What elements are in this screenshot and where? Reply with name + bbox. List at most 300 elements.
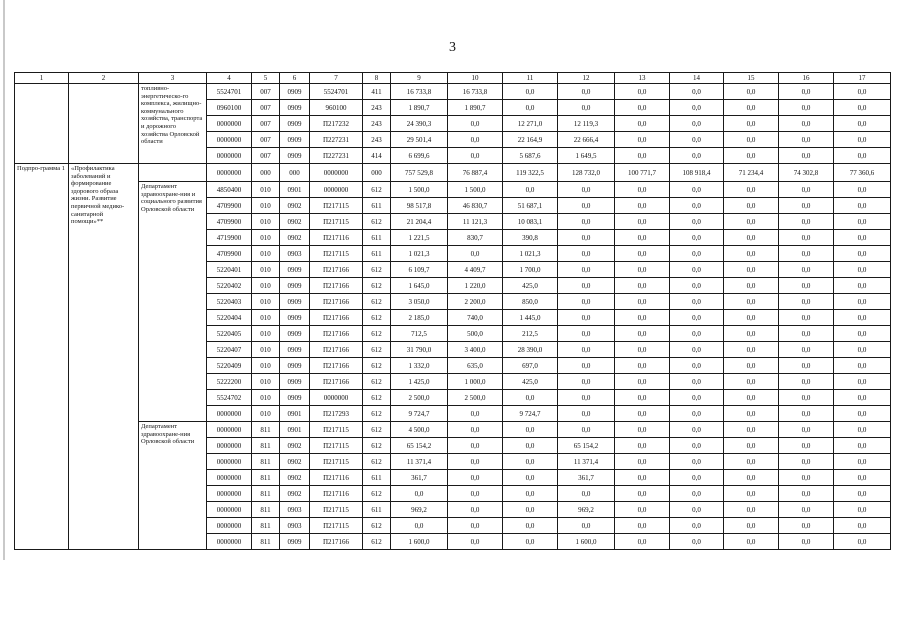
code-cell: П217166 [310,374,363,390]
amount-cell: 0,0 [724,454,779,470]
amount-cell: 3 400,0 [448,342,503,358]
column-number: 14 [670,73,724,84]
amount-cell: 0,0 [558,518,615,534]
code-cell: 612 [363,214,391,230]
amount-cell: 0,0 [615,262,670,278]
column-number: 2 [69,73,139,84]
amount-cell: 0,0 [834,502,891,518]
amount-cell: 0,0 [615,534,670,550]
amount-cell: 361,7 [391,470,448,486]
amount-cell: 2 500,0 [391,390,448,406]
column-number: 6 [280,73,310,84]
code-cell: 811 [252,438,280,454]
amount-cell: 0,0 [670,246,724,262]
amount-cell: 1 890,7 [391,100,448,116]
amount-cell: 0,0 [615,374,670,390]
amount-cell: 0,0 [779,518,834,534]
code-cell: 0903 [280,502,310,518]
amount-cell: 712,5 [391,326,448,342]
amount-cell: 0,0 [834,534,891,550]
code-cell: 612 [363,454,391,470]
amount-cell: 0,0 [670,132,724,148]
amount-cell: 0,0 [615,278,670,294]
column-number: 3 [139,73,207,84]
code-cell: 0909 [280,534,310,550]
amount-cell: 0,0 [724,406,779,422]
code-cell: 0909 [280,374,310,390]
amount-cell: 0,0 [779,148,834,164]
code-cell: 0909 [280,278,310,294]
amount-cell: 390,8 [503,230,558,246]
amount-cell: 0,0 [448,116,503,132]
amount-cell: 0,0 [448,246,503,262]
amount-cell: 0,0 [670,326,724,342]
code-cell: 0000000 [207,148,252,164]
amount-cell: 0,0 [670,390,724,406]
amount-cell: 0,0 [503,518,558,534]
amount-cell: 1 600,0 [391,534,448,550]
amount-cell: 0,0 [779,84,834,100]
amount-cell: 0,0 [670,310,724,326]
amount-cell: 0,0 [834,518,891,534]
code-cell: 000 [252,164,280,182]
amount-cell: 0,0 [724,358,779,374]
amount-cell: 22 164,9 [503,132,558,148]
amount-cell: 0,0 [615,214,670,230]
amount-cell: 0,0 [615,470,670,486]
amount-cell: 635,0 [448,358,503,374]
amount-cell: 108 918,4 [670,164,724,182]
amount-cell: 0,0 [724,214,779,230]
code-cell: 0909 [280,294,310,310]
amount-cell: 0,0 [558,230,615,246]
amount-cell: 0,0 [558,422,615,438]
column-number-row [15,73,891,84]
amount-cell: 969,2 [391,502,448,518]
code-cell: 5220403 [207,294,252,310]
amount-cell: 697,0 [503,358,558,374]
column-number: 15 [724,73,779,84]
subprogram-cell: Подпро-грамма 1 [15,164,69,550]
amount-cell: 0,0 [448,132,503,148]
code-cell: П217293 [310,406,363,422]
amount-cell: 0,0 [670,214,724,230]
amount-cell: 0,0 [834,326,891,342]
amount-cell: 1 221,5 [391,230,448,246]
amount-cell: 0,0 [558,486,615,502]
code-cell: 811 [252,502,280,518]
code-cell: П217166 [310,326,363,342]
amount-cell: 0,0 [558,182,615,198]
code-cell: П217115 [310,438,363,454]
code-cell: 960100 [310,100,363,116]
code-cell: 010 [252,198,280,214]
code-cell: 007 [252,84,280,100]
code-cell: П217116 [310,486,363,502]
code-cell: П217115 [310,454,363,470]
executor-cell: Департамент здравоохране-ния и социального развития Орловской области [139,182,207,422]
amount-cell: 0,0 [448,470,503,486]
amount-cell: 0,0 [670,358,724,374]
amount-cell: 0,0 [724,100,779,116]
amount-cell: 0,0 [724,518,779,534]
amount-cell: 0,0 [670,278,724,294]
amount-cell: 0,0 [670,262,724,278]
program-cell [15,84,69,164]
amount-cell: 0,0 [724,422,779,438]
amount-cell: 0,0 [724,278,779,294]
amount-cell: 0,0 [615,310,670,326]
amount-cell: 0,0 [779,132,834,148]
amount-cell: 0,0 [724,486,779,502]
code-cell: 0901 [280,422,310,438]
amount-cell: 0,0 [724,310,779,326]
amount-cell: 0,0 [834,148,891,164]
code-cell: 0000000 [207,132,252,148]
code-cell: 007 [252,132,280,148]
amount-cell: 0,0 [615,246,670,262]
amount-cell: 830,7 [448,230,503,246]
column-number: 16 [779,73,834,84]
column-number: 7 [310,73,363,84]
code-cell: 611 [363,230,391,246]
code-cell: П217166 [310,262,363,278]
code-cell: 0903 [280,518,310,534]
code-cell: 611 [363,246,391,262]
code-cell: 010 [252,278,280,294]
amount-cell: 0,0 [503,100,558,116]
code-cell: 5220401 [207,262,252,278]
code-cell: 611 [363,198,391,214]
amount-cell: 6 109,7 [391,262,448,278]
amount-cell: 0,0 [391,518,448,534]
code-cell: 612 [363,278,391,294]
code-cell: П227231 [310,132,363,148]
amount-cell: 0,0 [779,262,834,278]
code-cell: 0000000 [207,534,252,550]
amount-cell: 0,0 [834,230,891,246]
amount-cell: 0,0 [724,374,779,390]
amount-cell: 0,0 [670,230,724,246]
executor-cell: топливно-энергетическо-го комплекса, жилищно-коммунального хозяйства, транспорта и дорожного хозяйства Орловской области [139,84,207,164]
amount-cell: 0,0 [503,438,558,454]
column-number: 11 [503,73,558,84]
amount-cell: 0,0 [834,470,891,486]
amount-cell: 0,0 [615,182,670,198]
code-cell: 5524701 [207,84,252,100]
code-cell: 0902 [280,470,310,486]
amount-cell: 0,0 [779,182,834,198]
amount-cell: 0,0 [724,198,779,214]
code-cell: 612 [363,438,391,454]
code-cell: П217115 [310,198,363,214]
amount-cell: 0,0 [834,486,891,502]
table-row [15,84,891,100]
amount-cell: 0,0 [724,182,779,198]
amount-cell: 0,0 [558,374,615,390]
amount-cell: 0,0 [615,84,670,100]
amount-cell: 0,0 [834,116,891,132]
code-cell: 0901 [280,182,310,198]
amount-cell: 0,0 [779,534,834,550]
amount-cell: 0,0 [670,422,724,438]
code-cell: П217232 [310,116,363,132]
amount-cell: 0,0 [670,438,724,454]
code-cell: 0902 [280,230,310,246]
amount-cell: 0,0 [615,358,670,374]
code-cell: 612 [363,406,391,422]
code-cell: 0902 [280,214,310,230]
code-cell: 612 [363,534,391,550]
executor-cell: Департамент здравоохране-ния Орловской области [139,422,207,550]
amount-cell: 0,0 [779,246,834,262]
code-cell: П217116 [310,230,363,246]
amount-cell: 0,0 [670,84,724,100]
code-cell: 612 [363,518,391,534]
code-cell: П217116 [310,470,363,486]
amount-cell: 0,0 [615,406,670,422]
amount-cell: 0,0 [558,84,615,100]
amount-cell: 0,0 [834,390,891,406]
amount-cell: 0,0 [670,454,724,470]
amount-cell: 212,5 [503,326,558,342]
amount-cell: 0,0 [670,518,724,534]
table-row [15,164,891,182]
budget-table [14,72,891,550]
amount-cell: 0,0 [558,262,615,278]
amount-cell: 1 425,0 [391,374,448,390]
amount-cell: 0,0 [615,326,670,342]
code-cell: П217115 [310,422,363,438]
amount-cell: 361,7 [558,470,615,486]
amount-cell: 0,0 [724,390,779,406]
amount-cell: 9 724,7 [503,406,558,422]
amount-cell: 0,0 [779,422,834,438]
amount-cell: 0,0 [558,406,615,422]
amount-cell: 0,0 [615,422,670,438]
amount-cell: 0,0 [724,230,779,246]
amount-cell: 71 234,4 [724,164,779,182]
code-cell: 0000000 [207,486,252,502]
table-row [15,422,891,438]
amount-cell: 0,0 [503,422,558,438]
amount-cell: 1 600,0 [558,534,615,550]
amount-cell: 0,0 [615,454,670,470]
amount-cell: 0,0 [834,294,891,310]
amount-cell: 0,0 [724,326,779,342]
amount-cell: 0,0 [670,198,724,214]
amount-cell: 0,0 [834,406,891,422]
code-cell: 007 [252,116,280,132]
amount-cell: 0,0 [724,84,779,100]
amount-cell: 0,0 [834,310,891,326]
amount-cell: 0,0 [670,342,724,358]
amount-cell: 0,0 [670,182,724,198]
code-cell: 243 [363,116,391,132]
code-cell: П217166 [310,294,363,310]
code-cell: 0902 [280,198,310,214]
code-cell: 0000000 [207,470,252,486]
code-cell: 811 [252,422,280,438]
code-cell: 612 [363,422,391,438]
amount-cell: 0,0 [558,342,615,358]
amount-cell: 0,0 [503,454,558,470]
amount-cell: 0,0 [448,534,503,550]
code-cell: 0000000 [207,406,252,422]
amount-cell: 0,0 [448,502,503,518]
amount-cell: 0,0 [615,294,670,310]
amount-cell: 0,0 [503,486,558,502]
code-cell: 0000000 [207,502,252,518]
code-cell: 010 [252,342,280,358]
column-number: 8 [363,73,391,84]
amount-cell: 29 501,4 [391,132,448,148]
column-number: 4 [207,73,252,84]
code-cell: 0909 [280,310,310,326]
amount-cell: 2 185,0 [391,310,448,326]
amount-cell: 0,0 [834,278,891,294]
amount-cell: 0,0 [448,406,503,422]
code-cell: 5220402 [207,278,252,294]
amount-cell: 76 887,4 [448,164,503,182]
amount-cell: 74 302,8 [779,164,834,182]
code-cell: 0909 [280,358,310,374]
amount-cell: 0,0 [724,294,779,310]
amount-cell: 1 021,3 [391,246,448,262]
amount-cell: 16 733,8 [391,84,448,100]
code-cell: 0000000 [207,164,252,182]
code-cell: 0909 [280,116,310,132]
code-cell: 5220404 [207,310,252,326]
amount-cell: 0,0 [615,390,670,406]
column-number: 10 [448,73,503,84]
code-cell: 811 [252,534,280,550]
amount-cell: 4 500,0 [391,422,448,438]
amount-cell: 77 360,6 [834,164,891,182]
amount-cell: 850,0 [503,294,558,310]
amount-cell: 24 390,3 [391,116,448,132]
amount-cell: 0,0 [834,198,891,214]
code-cell: 612 [363,342,391,358]
amount-cell: 16 733,8 [448,84,503,100]
amount-cell: 0,0 [779,278,834,294]
amount-cell: 0,0 [615,502,670,518]
code-cell: 0909 [280,262,310,278]
amount-cell: 0,0 [724,438,779,454]
column-number: 9 [391,73,448,84]
code-cell: 0903 [280,246,310,262]
table-body [15,73,891,550]
amount-cell: 0,0 [615,132,670,148]
amount-cell: 0,0 [779,358,834,374]
code-cell: 010 [252,246,280,262]
code-cell: 007 [252,148,280,164]
amount-cell: 0,0 [558,100,615,116]
amount-cell: 0,0 [558,294,615,310]
code-cell: 000 [280,164,310,182]
amount-cell: 119 322,5 [503,164,558,182]
code-cell: 0909 [280,342,310,358]
amount-cell: 6 699,6 [391,148,448,164]
amount-cell: 0,0 [558,278,615,294]
amount-cell: 12 271,0 [503,116,558,132]
amount-cell: 500,0 [448,326,503,342]
code-cell: 0000000 [310,164,363,182]
amount-cell: 28 390,0 [503,342,558,358]
code-cell: 243 [363,132,391,148]
amount-cell: 0,0 [779,502,834,518]
amount-cell: 100 771,7 [615,164,670,182]
amount-cell: 0,0 [834,262,891,278]
amount-cell: 11 371,4 [391,454,448,470]
amount-cell: 0,0 [503,470,558,486]
amount-cell: 740,0 [448,310,503,326]
column-number: 13 [615,73,670,84]
code-cell: 0909 [280,390,310,406]
amount-cell: 425,0 [503,374,558,390]
subprogram-name-cell: «Профилактика заболеваний и формирование здорового образа жизни. Развитие первичной медико-санитарной помощи»** [69,164,139,550]
amount-cell: 0,0 [724,262,779,278]
amount-cell: 0,0 [558,246,615,262]
code-cell: 5220407 [207,342,252,358]
amount-cell: 1 332,0 [391,358,448,374]
code-cell: 5524702 [207,390,252,406]
amount-cell: 0,0 [779,454,834,470]
amount-cell: 0,0 [615,116,670,132]
amount-cell: 0,0 [448,454,503,470]
amount-cell: 0,0 [615,230,670,246]
amount-cell: 0,0 [558,326,615,342]
code-cell: 0000000 [310,182,363,198]
amount-cell: 0,0 [615,518,670,534]
code-cell: 0000000 [310,390,363,406]
amount-cell: 0,0 [670,534,724,550]
amount-cell: 65 154,2 [558,438,615,454]
code-cell: 5524701 [310,84,363,100]
amount-cell: 0,0 [724,534,779,550]
amount-cell: 1 500,0 [448,182,503,198]
amount-cell: 1 645,0 [391,278,448,294]
code-cell: П217166 [310,342,363,358]
amount-cell: 0,0 [834,214,891,230]
page-number: 3 [449,40,456,55]
code-cell: 612 [363,390,391,406]
code-cell: 4709900 [207,246,252,262]
amount-cell: 0,0 [503,84,558,100]
code-cell: П217115 [310,518,363,534]
amount-cell: 1 700,0 [503,262,558,278]
scan-edge [3,0,5,560]
code-cell: 4850400 [207,182,252,198]
amount-cell: 1 021,3 [503,246,558,262]
amount-cell: 98 517,8 [391,198,448,214]
code-cell: 010 [252,326,280,342]
amount-cell: 0,0 [834,132,891,148]
code-cell: 010 [252,358,280,374]
code-cell: П227231 [310,148,363,164]
amount-cell: 0,0 [503,182,558,198]
amount-cell: 0,0 [779,342,834,358]
amount-cell: 5 687,6 [503,148,558,164]
amount-cell: 0,0 [670,116,724,132]
code-cell: 010 [252,374,280,390]
amount-cell: 9 724,7 [391,406,448,422]
amount-cell: 0,0 [779,198,834,214]
code-cell: П217166 [310,534,363,550]
amount-cell: 0,0 [503,534,558,550]
code-cell: 5220405 [207,326,252,342]
amount-cell: 0,0 [724,132,779,148]
